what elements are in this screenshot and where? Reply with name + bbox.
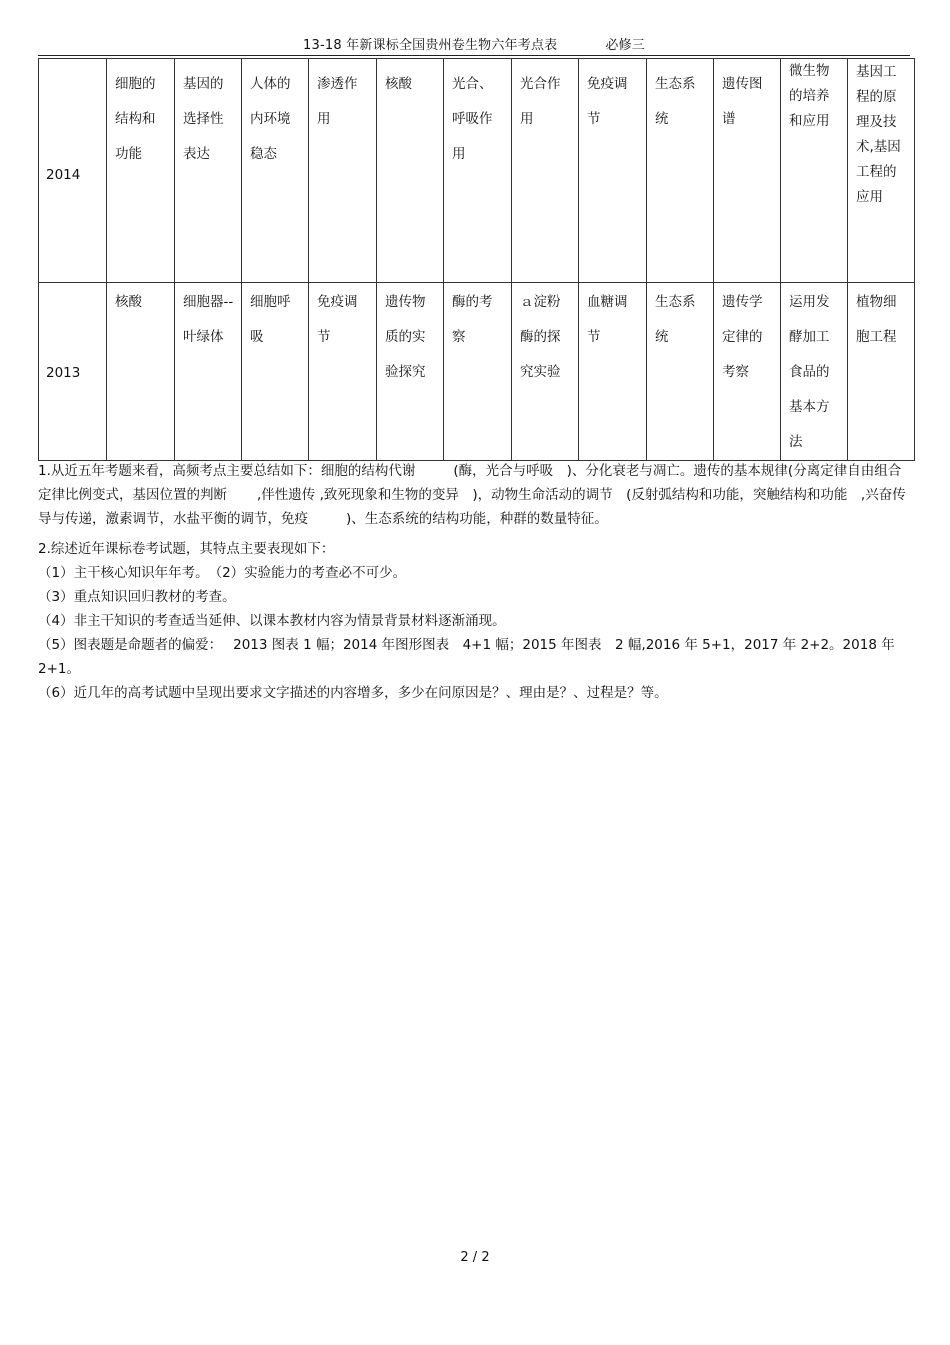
topic-cell: 免疫调节 [309,283,377,461]
topic-cell: 植物细胞工程 [848,283,915,461]
topic-cell: 光合作用 [512,59,579,283]
header-module: 必修三 [605,38,645,53]
table-row [39,283,915,461]
topic-cell: 遗传图谱 [714,59,781,283]
topic-cell: 核酸 [377,59,444,283]
topic-cell: 血糖调节 [579,283,647,461]
header-divider [38,55,910,56]
list-item: （6）近几年的高考试题中呈现出要求文字描述的内容增多，多少在问原因是？、理由是？、过程是？等。 [38,685,668,701]
topic-cell: 免疫调节 [579,59,647,283]
topic-cell: 核酸 [107,283,175,461]
summary-paragraph-1: 1.从近五年考题来看，高频考点主要总结如下：细胞的结构代谢 (酶，光合与呼吸 )、分化衰老与凋亡。遗传的基本规律(分离定律自由组合定律比例变式，基因位置的判断 ,伴性遗传 ,致死现象和生物的变异 )，动物生命活动的调节 (反射弧结构和功能，突触结构和功能 ,兴奋传导与传递，激素调节，水盐平衡的调节，免疫 )、生态系统的结构功能，种群的数量特征。 [38,463,906,527]
list-item: （1）主干核心知识年年考。 （2）实验能力的考查必不可少。 [38,565,407,581]
summary-notes [38,459,910,705]
list-item: （4）非主干知识的考查适当延伸、以课本教材内容为情景背景材料逐渐涌现。 [38,613,506,629]
topic-cell: 细胞器-- 叶绿体 [175,283,242,461]
topic-cell: 微生物的培养和应用 [781,59,848,283]
list-item: （5）图表题是命题者的偏爱： 2013 图表 1 幅；2014 年图形图表 4+1 幅；2015 年图表 2 幅,2016 年 5+1，2017 年 2+2。2018 年 2+1。 [38,637,895,677]
page-number: 2 / 2 [460,1250,490,1265]
topic-cell: 生态系统 [647,59,714,283]
topic-cell: 人体的内环境稳态 [242,59,309,283]
summary-paragraph-2: 2.综述近年课标卷考试题，其特点主要表现如下： [38,541,335,557]
page-header [38,34,910,53]
table-row [39,59,915,283]
header-title: 13-18 年新课标全国贵州卷生物六年考点表 [303,38,558,53]
year-cell: 2014 [39,59,107,283]
topic-cell: 基因工程的原理及技术,基因工程的应用 [848,59,915,283]
exam-topics-table [38,58,915,461]
topic-cell: 光合、呼吸作用 [444,59,512,283]
topic-cell: ａ淀粉酶的探究实验 [512,283,579,461]
topic-cell: 酶的考察 [444,283,512,461]
topic-cell: 基因的选择性表达 [175,59,242,283]
topic-cell: 细胞的结构和功能 [107,59,175,283]
topic-cell: 渗透作用 [309,59,377,283]
list-item: （3）重点知识回归教材的考查。 [38,589,236,605]
topic-cell: 运用发酵加工食品的基本方法 [781,283,848,461]
topic-cell: 细胞呼吸 [242,283,309,461]
topic-cell: 遗传学定律的考察 [714,283,781,461]
topic-cell: 生态系统 [647,283,714,461]
year-cell: 2013 [39,283,107,461]
topic-cell: 遗传物质的实验探究 [377,283,444,461]
